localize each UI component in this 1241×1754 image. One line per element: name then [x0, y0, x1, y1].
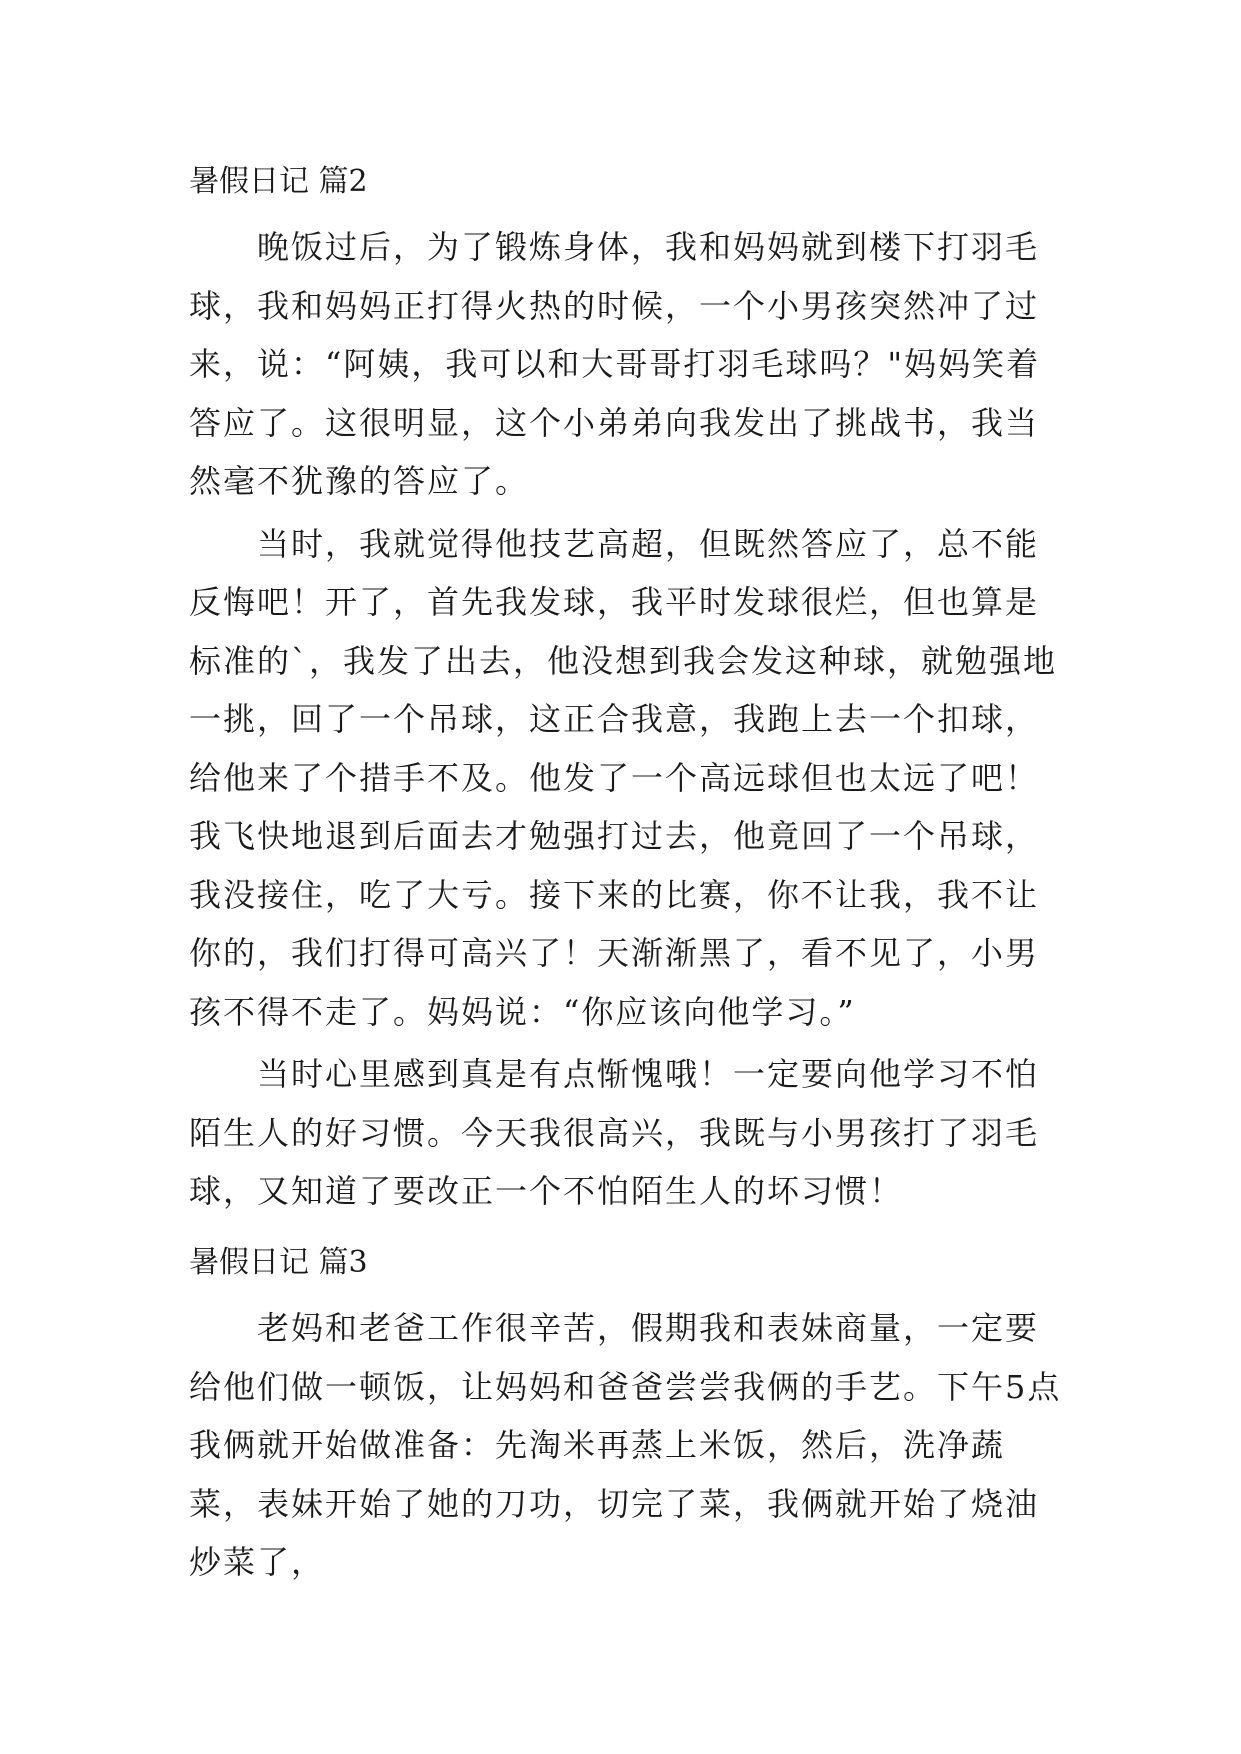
- entry-paragraph: 老妈和老爸工作很辛苦，假期我和表妹商量，一定要给他们做一顿饭，让妈妈和爸爸尝尝我俩的手艺。下午5点我俩就开始做准备：先淘米再蒸上米饭，然后，洗净蔬菜，表妹开始了她的刀功，切完了菜，我俩就开始了烧油炒菜了，: [189, 1309, 1062, 1581]
- entry-heading: 暑假日记 篇3: [189, 1245, 368, 1280]
- diary-entry-2: [189, 160, 1069, 1221]
- entry-heading: 暑假日记 篇2: [189, 164, 368, 199]
- entry-paragraph: 晚饭过后，为了锻炼身体，我和妈妈就到楼下打羽毛球，我和妈妈正打得火热的时候，一个小男孩突然冲了过来，说：“阿姨，我可以和大哥哥打羽毛球吗？"妈妈笑着答应了。这很明显，这个小弟弟向我发出了挑战书，我当然毫不犹豫的答应了。: [189, 228, 1041, 500]
- entry-paragraph: 当时，我就觉得他技艺高超，但既然答应了，总不能反悔吧！开了，首先我发球，我平时发球很烂，但也算是标准的`，我发了出去，他没想到我会发这种球，就勉强地一挑，回了一个吊球，这正合我意，我跑上去一个扣球，给他来了个措手不及。他发了一个高远球但也太远了吧！我飞快地退到后面去才勉强打过去，他竟回了一个吊球，我没接住，吃了大亏。接下来的比赛，你不让我，我不让你的，我们打得可高兴了！天渐渐黑了，看不见了，小男孩不得不走了。妈妈说：“你应该向他学习。”: [189, 524, 1058, 1031]
- diary-entry-3: [189, 1241, 1069, 1592]
- entry-paragraph: 当时心里感到真是有点惭愧哦！一定要向他学习不怕陌生人的好习惯。今天我很高兴，我既与小男孩打了羽毛球，又知道了要改正一个不怕陌生人的坏习惯！: [189, 1055, 1040, 1210]
